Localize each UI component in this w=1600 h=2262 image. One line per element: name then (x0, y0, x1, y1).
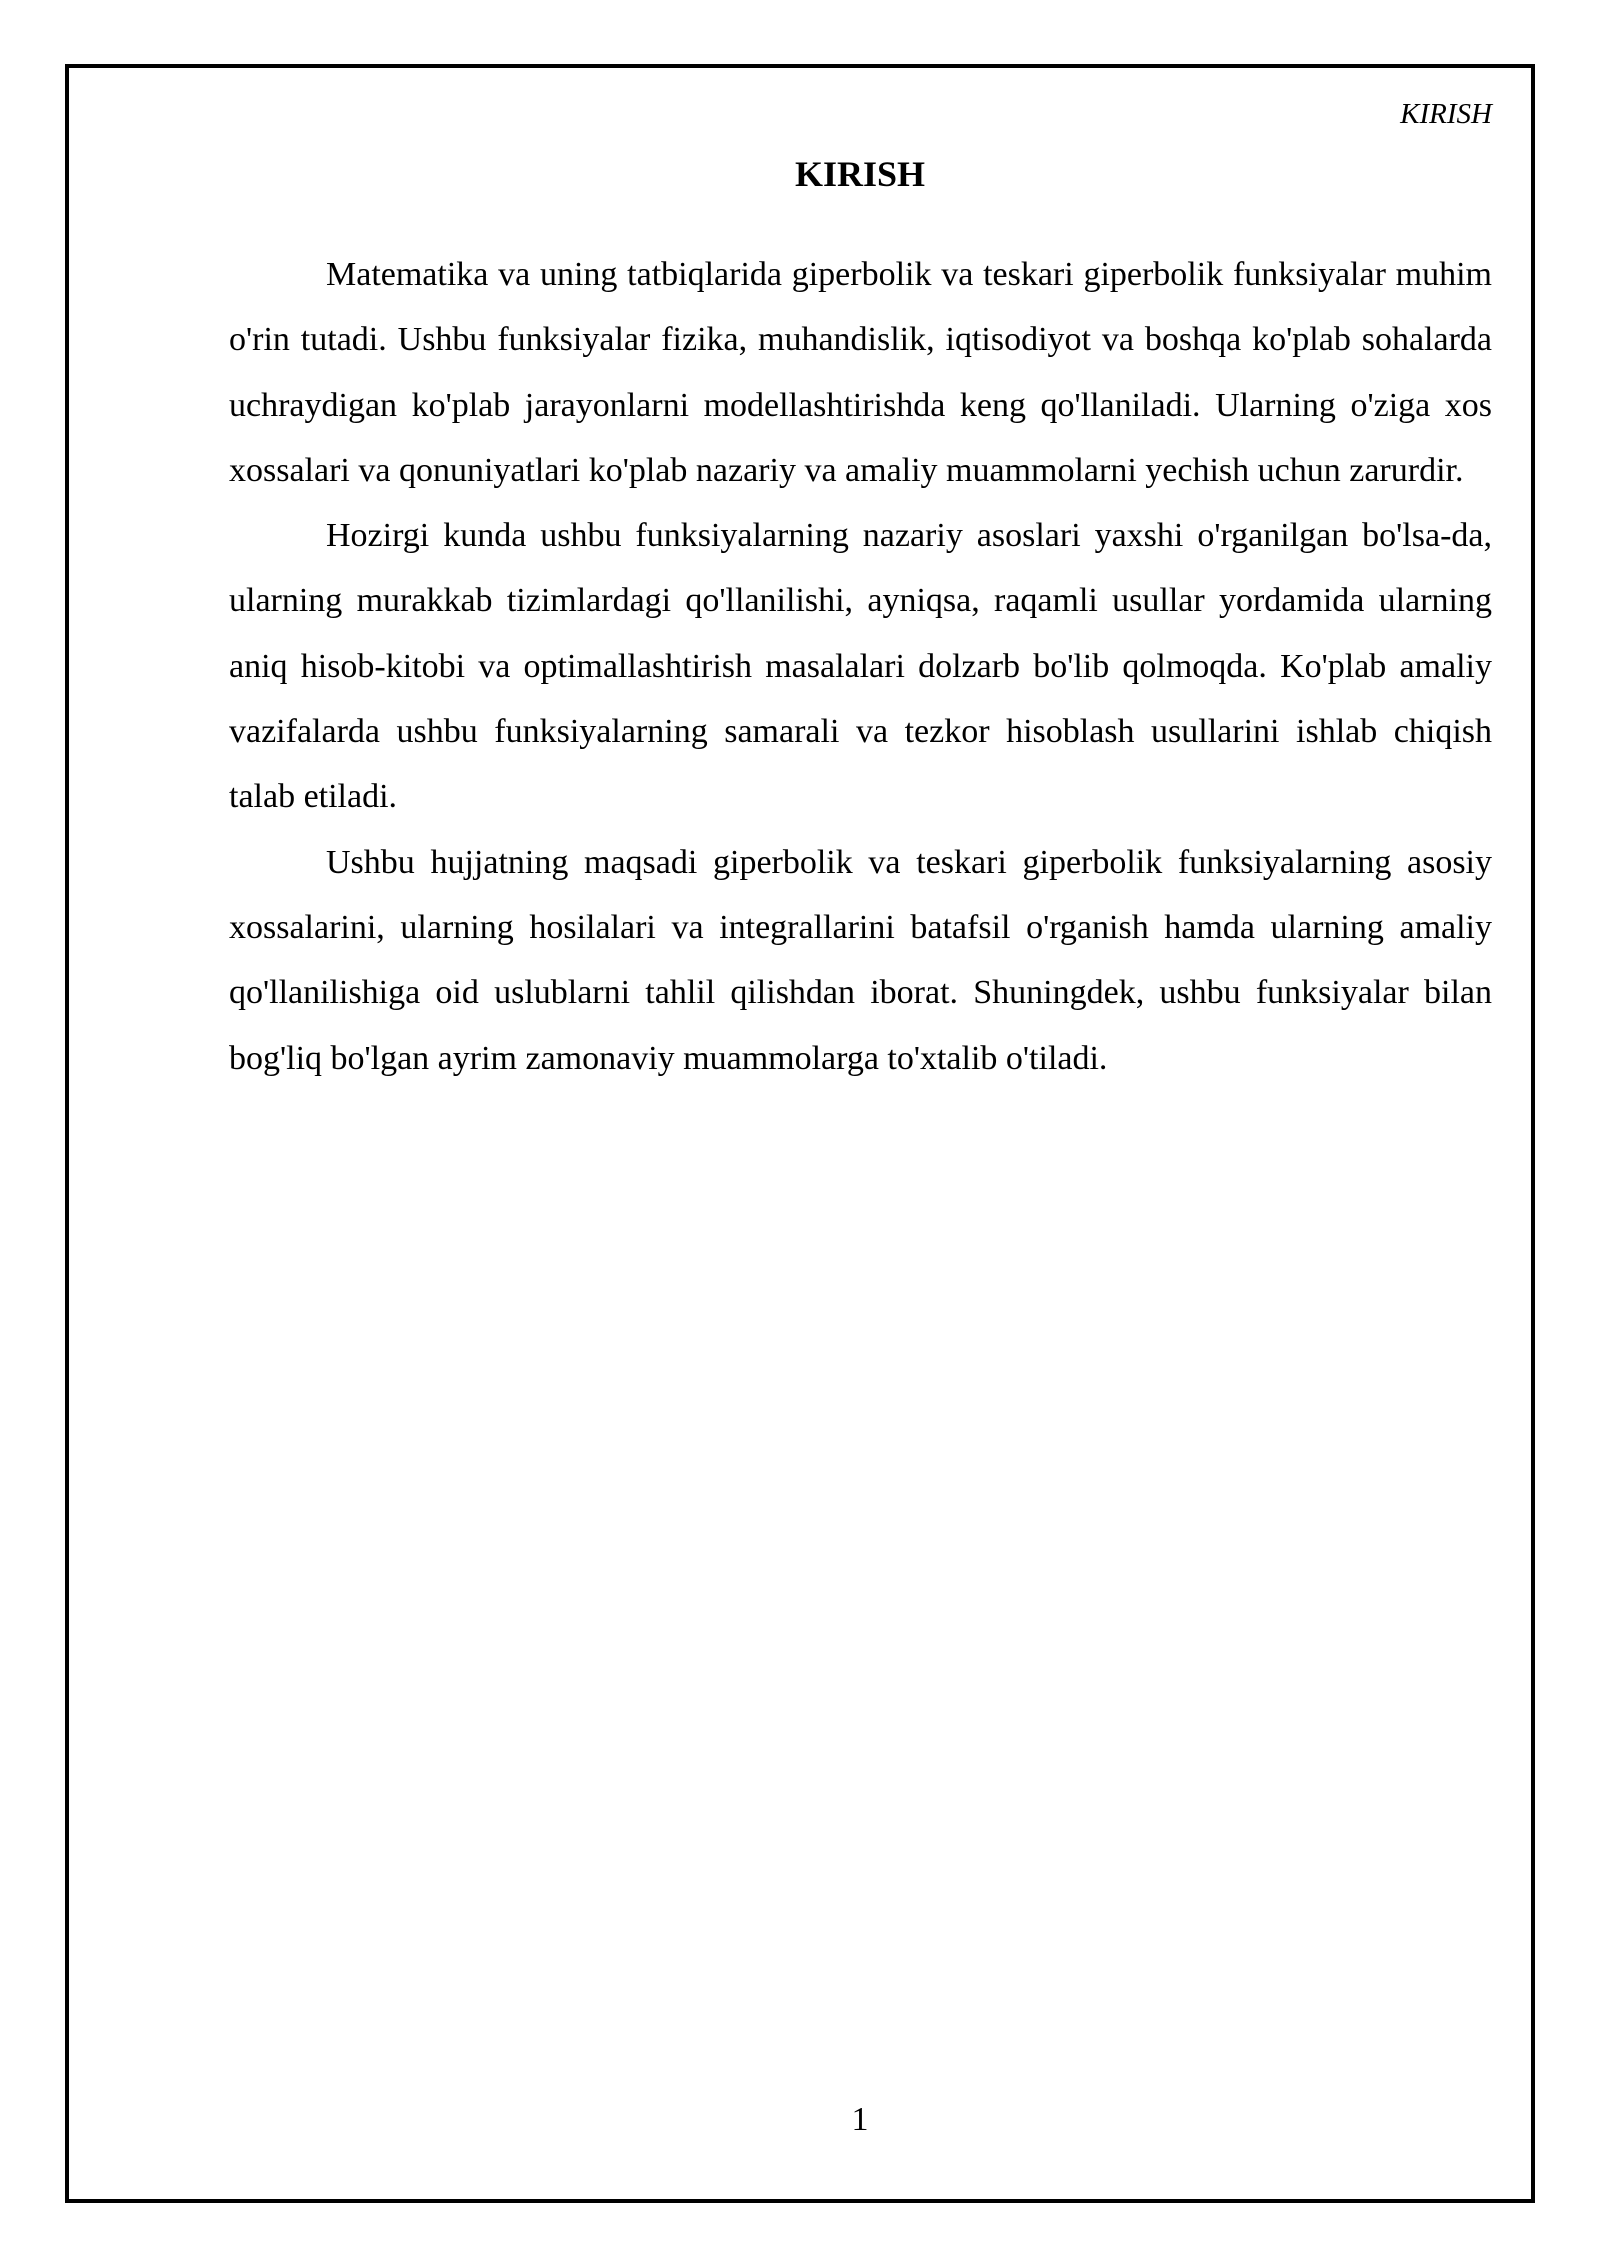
running-header: KIRISH (1400, 98, 1492, 130)
paragraph-3: Ushbu hujjatning maqsadi giperbolik va teskari giperbolik funksiyalarning asosiy xossalarini, ularning hosilalari va integrallarini batafsil o'rganish hamda ularning amaliy qo'llanilishiga oid uslublarni tahlil qilishdan iborat. Shuningdek, ushbu funksiyalar bilan bog'liq bo'lgan ayrim zamonaviy muammolarga to'xtalib o'tiladi. (229, 843, 1492, 1077)
paragraph-1: Matematika va uning tatbiqlarida giperbolik va teskari giperbolik funksiyalar muhim o'rin tutadi. Ushbu funksiyalar fizika, muhandislik, iqtisodiyot va boshqa ko'plab sohalarda uchraydigan ko'plab jarayonlarni modellashtirishda keng qo'llaniladi. Ularning o'ziga xos xossalari va qonuniyatlari ko'plab nazariy va amaliy muammolarni yechish uchun zarurdir. (229, 256, 1492, 489)
page-title: KIRISH (794, 154, 926, 194)
page-number: 1 (851, 2101, 869, 2138)
paragraph-2: Hozirgi kunda ushbu funksiyalarning nazariy asoslari yaxshi o'rganilgan bo'lsa-da, ularning murakkab tizimlardagi qo'llanilishi, ayniqsa, raqamli usullar yordamida ularning aniq hisob-kitobi va optimallashtirish masalalari dolzarb bo'lib qolmoqda. Ko'plab amaliy vazifalarda ushbu funksiyalarning samarali va tezkor hisoblash usullarini ishlab chiqish talab etiladi. (229, 517, 1492, 816)
body-text (229, 242, 1492, 1091)
